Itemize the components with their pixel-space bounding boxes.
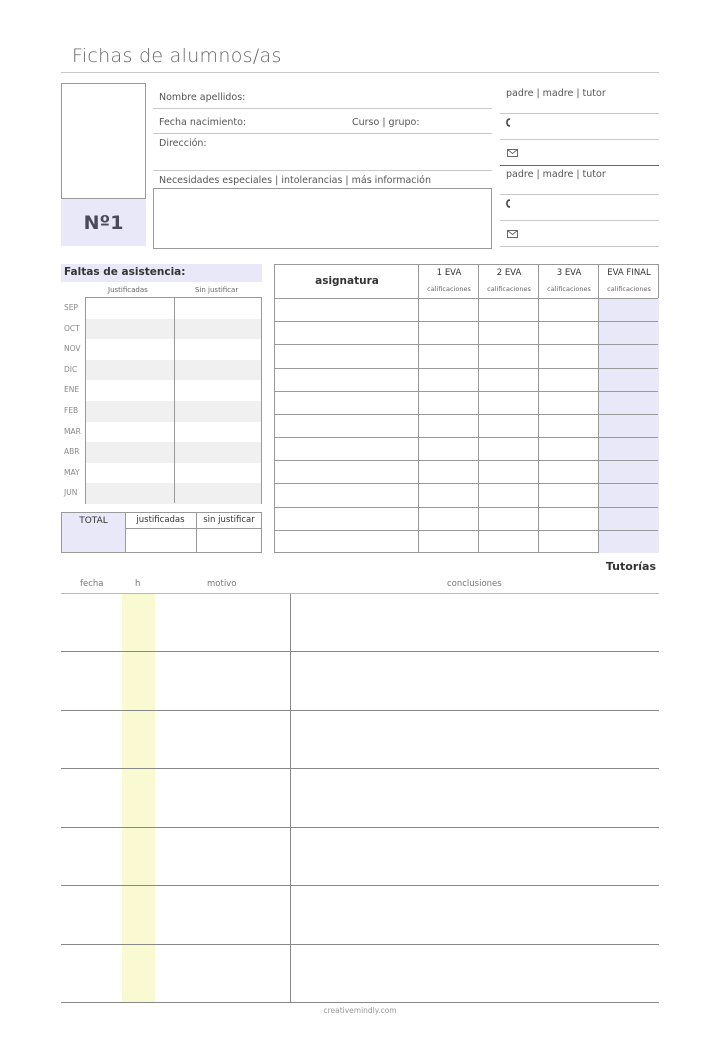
name-field[interactable] [153,108,492,109]
grades-row-divider [275,414,658,415]
birth-label: Fecha nacimiento: [159,117,247,128]
month-label: OCT [64,323,80,333]
tutorials-col-conclusions: conclusiones [447,579,502,589]
photo-box[interactable] [61,83,146,199]
month-label: NOV [64,344,81,354]
tutorials-col-date: fecha [80,579,104,589]
address-label: Dirección: [159,138,207,149]
tutorial-row-divider[interactable] [61,651,659,652]
email-icon [507,149,518,159]
attendance-col-unjustified: Sin justificar [195,286,239,294]
grades-table[interactable] [274,264,659,553]
guardian-2-email-field[interactable] [500,246,659,247]
tutorial-row-divider[interactable] [61,1002,659,1003]
attendance-grid[interactable] [85,297,262,504]
page-title: Fichas de alumnos/as [72,45,282,67]
final-grade-column [599,298,659,553]
eva3-sub: calificaciones [547,285,591,293]
subject-header: asignatura [315,275,379,287]
attendance-column-divider [174,298,175,503]
address-field[interactable] [153,170,492,171]
month-label: DIC [64,364,78,374]
grades-col-divider [598,265,599,552]
month-label: FEB [64,406,79,415]
guardian-1-label: padre | madre | tutor [506,88,606,99]
guardian-2-phone-field[interactable] [500,220,659,221]
tutorial-row-divider[interactable] [61,827,659,828]
guardian-1-phone-field[interactable] [500,139,659,140]
tutorials-col-reason: motivo [207,579,237,589]
grades-row-divider [275,321,658,322]
month-label: ABR [64,447,80,457]
month-label: MAY [64,467,80,477]
grades-row-divider [275,437,658,438]
phone-icon [506,199,512,210]
tutorial-row-divider[interactable] [61,885,659,886]
grades-row-divider [275,460,658,461]
guardian-1-email-field[interactable] [500,165,659,166]
grades-col-divider [418,265,419,552]
grades-row-divider [275,298,658,299]
tutorials-col-hour: h [135,579,141,589]
eva2-header: 2 EVA [496,268,522,278]
phone-icon [506,118,512,129]
eva1-sub: calificaciones [427,285,471,293]
total-justified-field[interactable] [126,529,196,553]
tutorial-row-divider[interactable] [61,768,659,769]
grades-col-divider [478,265,479,552]
total-justified-label: justificadas [136,515,185,525]
tutorial-row-divider[interactable] [61,944,659,945]
attendance-title: Faltas de asistencia: [61,264,262,282]
footer-credit: creativemindly.com [323,1006,397,1015]
needs-label: Necesidades especiales | intolerancias | más información [159,175,432,186]
final-sub: calificaciones [607,285,651,293]
grades-row-divider [275,483,658,484]
tutorial-row-divider[interactable] [61,710,659,711]
month-label: ENE [64,385,80,395]
eva1-header: 1 EVA [436,268,462,278]
birth-field[interactable] [153,133,492,134]
total-unjustified-field[interactable] [197,529,262,553]
email-icon [507,230,518,240]
month-label: MAR [64,426,81,436]
attendance-total [61,512,262,553]
conclusions-divider [290,594,291,1002]
attendance-col-justified: Justificadas [108,286,148,294]
grades-row-divider [275,530,658,531]
needs-field[interactable] [153,188,492,249]
hour-column-highlight [122,594,155,1002]
student-number: Nº1 [61,199,146,246]
grades-row-divider [275,344,658,345]
tutorial-row-divider [61,593,659,594]
name-label: Nombre apellidos: [159,92,246,103]
month-label: SEP [64,303,79,312]
month-label: JUN [64,488,78,498]
eva3-header: 3 EVA [556,268,582,278]
eva2-sub: calificaciones [487,285,531,293]
final-header: EVA FINAL [607,268,651,278]
grades-col-divider [538,265,539,552]
grades-row-divider [275,507,658,508]
grades-row-divider [275,391,658,392]
title-divider [61,72,659,73]
tutorials-title: Tutorías [605,560,656,573]
grades-row-divider [275,368,658,369]
total-unjustified-label: sin justificar [203,515,255,525]
guardian-2-label: padre | madre | tutor [506,169,606,180]
guardian-2-divider [500,194,659,195]
guardian-1-divider [500,113,659,114]
total-label: TOTAL [62,513,125,552]
course-label: Curso | grupo: [352,117,420,128]
